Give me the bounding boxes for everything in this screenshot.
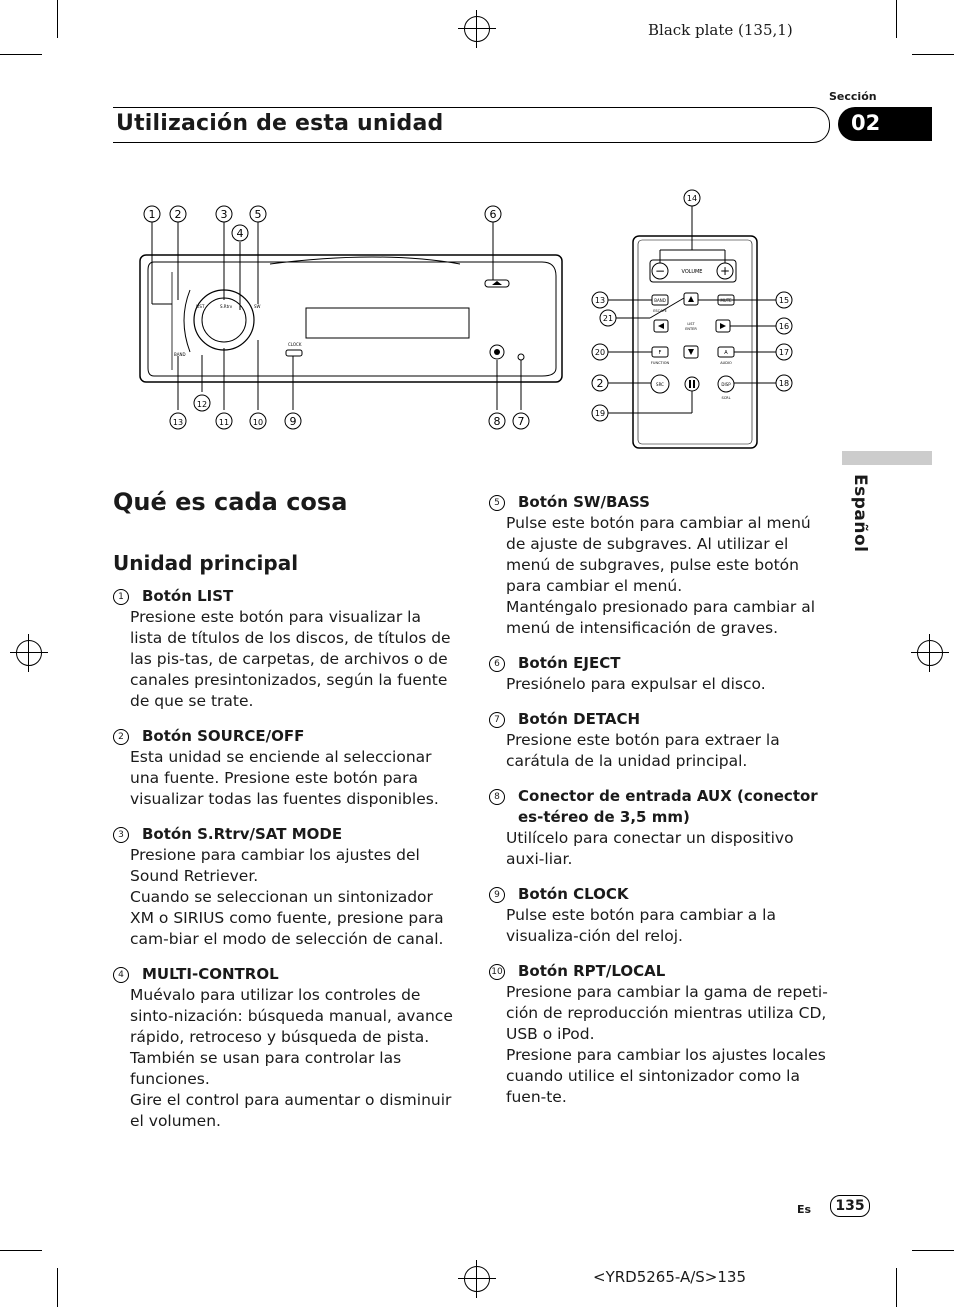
item-body: [113, 747, 453, 810]
svg-text:20: 20: [594, 348, 606, 357]
item-number: 10: [489, 964, 505, 980]
item-title: Botón SOURCE/OFF: [142, 727, 305, 745]
callout-15: [776, 292, 792, 308]
page-number: 135: [830, 1195, 870, 1217]
item-heading: [489, 492, 829, 513]
svg-text:19: 19: [594, 409, 606, 418]
svg-text:12: 12: [196, 400, 208, 409]
section-label: Sección: [829, 90, 877, 103]
svg-text:5: 5: [254, 208, 262, 221]
remote-volume-label: VOLUME: [681, 269, 703, 275]
left-column: [113, 586, 453, 1146]
remote-function-label: FUNCTION: [650, 361, 670, 365]
svg-text:2: 2: [174, 208, 182, 221]
item-number: 7: [489, 712, 505, 728]
callout-4: [232, 225, 248, 241]
svg-text:13: 13: [594, 296, 606, 305]
callout-21: [600, 310, 616, 326]
svg-text:8: 8: [493, 415, 501, 428]
svg-text:3: 3: [220, 208, 228, 221]
remote-list-label: LIST: [687, 322, 695, 326]
svg-text:11: 11: [218, 418, 230, 427]
remote-a-label: A: [724, 350, 728, 356]
item-title: Botón DETACH: [518, 710, 641, 728]
language-tab: [842, 451, 932, 465]
remote-illustration: [633, 236, 757, 448]
callout-10: [250, 413, 266, 429]
document-code: <YRD5265-A/S>135: [593, 1268, 746, 1286]
section-subtitle: Unidad principal: [113, 551, 299, 575]
callout-14: [684, 190, 700, 206]
list-item: [489, 884, 829, 947]
item-heading: [113, 726, 453, 747]
remote-escape-label: ESCAPE: [653, 309, 667, 313]
page-title: Qué es cada cosa: [113, 488, 348, 516]
svg-text:9: 9: [289, 415, 297, 428]
svg-text:18: 18: [778, 379, 790, 388]
svg-text:1: 1: [148, 208, 156, 221]
item-paragraph: Manténgalo presionado para cambiar al menú de intensificación de graves.: [506, 598, 816, 637]
item-heading: [113, 824, 453, 845]
svg-text:2: 2: [596, 377, 604, 390]
band-label: BAND: [174, 352, 186, 357]
remote-enter-label: ENTER: [685, 327, 697, 331]
svg-text:4: 4: [236, 227, 244, 240]
callout-7: [513, 413, 529, 429]
svg-text:6: 6: [489, 208, 497, 221]
item-heading: [489, 786, 829, 828]
item-paragraph: Presione este botón para visualizar la lista de títulos de los discos, de títulos de las pis-tas, de carpetas, de archivos o de canales presintonizados, según la fuente de que se trate.: [130, 608, 451, 710]
item-number: 1: [113, 589, 129, 605]
item-title: Botón CLOCK: [518, 885, 629, 903]
callout-1: [144, 206, 160, 222]
item-body: [489, 905, 829, 947]
item-title: Botón S.Rtrv/SAT MODE: [142, 825, 343, 843]
list-item: [489, 653, 829, 695]
callout-16: [776, 318, 792, 334]
list-item: [489, 961, 829, 1108]
item-body: [489, 513, 829, 639]
callout-11: [216, 413, 232, 429]
crop-mark: [896, 1268, 897, 1307]
section-number-badge: [838, 107, 932, 141]
svg-text:13: 13: [172, 418, 184, 427]
callout-20: [592, 344, 608, 360]
item-heading: [489, 884, 829, 905]
clock-label: CLOCK: [288, 342, 302, 347]
item-number: 8: [489, 789, 505, 805]
list-item: [113, 964, 453, 1132]
callout-2-remote: [592, 375, 608, 391]
item-paragraph: Pulse este botón para cambiar a la visualiza-ción del reloj.: [506, 906, 776, 945]
device-diagram: [130, 180, 810, 455]
item-paragraph: Utilícelo para conectar un dispositivo auxi-liar.: [506, 829, 794, 868]
remote-disp-label: DISP: [721, 382, 731, 387]
item-paragraph: Presione para cambiar los ajustes locales cuando utilice el sintonizador como la fuen-te.: [506, 1046, 826, 1106]
right-column: [489, 492, 829, 1122]
registration-mark: [458, 10, 496, 48]
item-title: Botón LIST: [142, 587, 234, 605]
remote-band-label: BAND: [654, 298, 666, 303]
callout-12: [194, 395, 210, 411]
callout-13: [170, 413, 186, 429]
item-paragraph: Cuando se seleccionan un sintonizador XM o SIRIUS como fuente, presione para cam-biar el modo de selección de canal.: [130, 888, 444, 948]
svg-text:10: 10: [252, 418, 264, 427]
item-paragraph: Presione este botón para extraer la carátula de la unidad principal.: [506, 731, 780, 770]
item-number: 9: [489, 887, 505, 903]
svg-text:15: 15: [778, 296, 790, 305]
list-item: [489, 709, 829, 772]
crop-mark: [57, 0, 58, 38]
header-title: Utilización de esta unidad: [116, 111, 444, 136]
item-paragraph: Presiónelo para expulsar el disco.: [506, 675, 766, 693]
crop-mark: [912, 1250, 954, 1251]
item-paragraph: Presione para cambiar los ajustes del Sound Retriever.: [130, 846, 420, 885]
language-label: Español: [850, 474, 870, 553]
item-paragraph: Esta unidad se enciende al seleccionar una fuente. Presione este botón para visualizar todas las fuentes disponibles.: [130, 748, 439, 808]
item-body: [489, 982, 829, 1108]
item-body: [113, 985, 453, 1132]
registration-mark: [458, 1260, 496, 1298]
crop-mark: [0, 54, 42, 55]
registration-mark: [10, 634, 48, 672]
item-title: Botón RPT/LOCAL: [518, 962, 666, 980]
list-label: LIST: [196, 304, 205, 309]
list-item: [489, 492, 829, 639]
section-number: 02: [851, 111, 881, 135]
item-body: [113, 845, 453, 950]
list-item: [113, 586, 453, 712]
item-body: [113, 607, 453, 712]
item-heading: [489, 709, 829, 730]
crop-mark: [57, 1268, 58, 1307]
sat-label: S.Rtrv: [220, 304, 233, 309]
callout-2: [170, 206, 186, 222]
item-paragraph: Gire el control para aumentar o disminuir el volumen.: [130, 1091, 452, 1130]
item-title: Botón SW/BASS: [518, 493, 650, 511]
item-title: MULTI-CONTROL: [142, 965, 279, 983]
remote-src-label: SRC: [656, 382, 664, 387]
item-body: [489, 730, 829, 772]
callout-17: [776, 344, 792, 360]
svg-text:14: 14: [686, 194, 698, 203]
head-unit-illustration: [140, 255, 562, 382]
remote-mute-label: MUTE: [720, 298, 732, 303]
item-number: 3: [113, 827, 129, 843]
callout-19: [592, 405, 608, 421]
remote-plus: +: [719, 264, 731, 278]
item-title: Botón EJECT: [518, 654, 621, 672]
item-number: 6: [489, 656, 505, 672]
item-heading: [489, 961, 829, 982]
svg-text:16: 16: [778, 322, 790, 331]
plate-label: Black plate (135,1): [648, 21, 793, 39]
svg-text:17: 17: [778, 348, 790, 357]
crop-mark: [896, 0, 897, 38]
item-body: [489, 828, 829, 870]
callout-6: [485, 206, 501, 222]
crop-mark: [912, 54, 954, 55]
list-item: [489, 786, 829, 870]
item-heading: [113, 964, 453, 985]
remote-scrl-label: SCRL: [721, 396, 731, 400]
callout-3: [216, 206, 232, 222]
list-item: [113, 726, 453, 810]
footer-language: Es: [797, 1203, 812, 1216]
sw-label: SW: [254, 304, 261, 309]
item-paragraph: Muévalo para utilizar los controles de sinto-nización: búsqueda manual, avance rápido, retroceso y búsqueda de pista. También se usan para controlar las funciones.: [130, 986, 453, 1088]
item-title: Conector de entrada AUX (conector es-téreo de 3,5 mm): [518, 787, 818, 826]
svg-text:21: 21: [602, 314, 614, 323]
callout-8: [489, 413, 505, 429]
item-paragraph: Pulse este botón para cambiar al menú de ajuste de subgraves. Al utilizar el menú de subgraves, pulse este botón para cambiar el menú.: [506, 514, 811, 595]
item-heading: [113, 586, 453, 607]
callout-13-remote: [592, 292, 608, 308]
crop-mark: [0, 1250, 42, 1251]
item-number: 5: [489, 495, 505, 511]
registration-mark: [911, 634, 949, 672]
svg-text:7: 7: [517, 415, 525, 428]
item-body: [489, 674, 829, 695]
remote-audio-label: AUDIO: [720, 361, 732, 365]
item-heading: [489, 653, 829, 674]
callout-9: [285, 413, 301, 429]
item-number: 2: [113, 729, 129, 745]
remote-f-label: F: [658, 350, 662, 356]
remote-minus: −: [654, 264, 666, 278]
item-paragraph: Presione para cambiar la gama de repeti-ción de reproducción mientras utiliza CD, USB o iPod.: [506, 983, 828, 1043]
item-number: 4: [113, 967, 129, 983]
callout-5: [250, 206, 266, 222]
callout-18: [776, 375, 792, 391]
list-item: [113, 824, 453, 950]
